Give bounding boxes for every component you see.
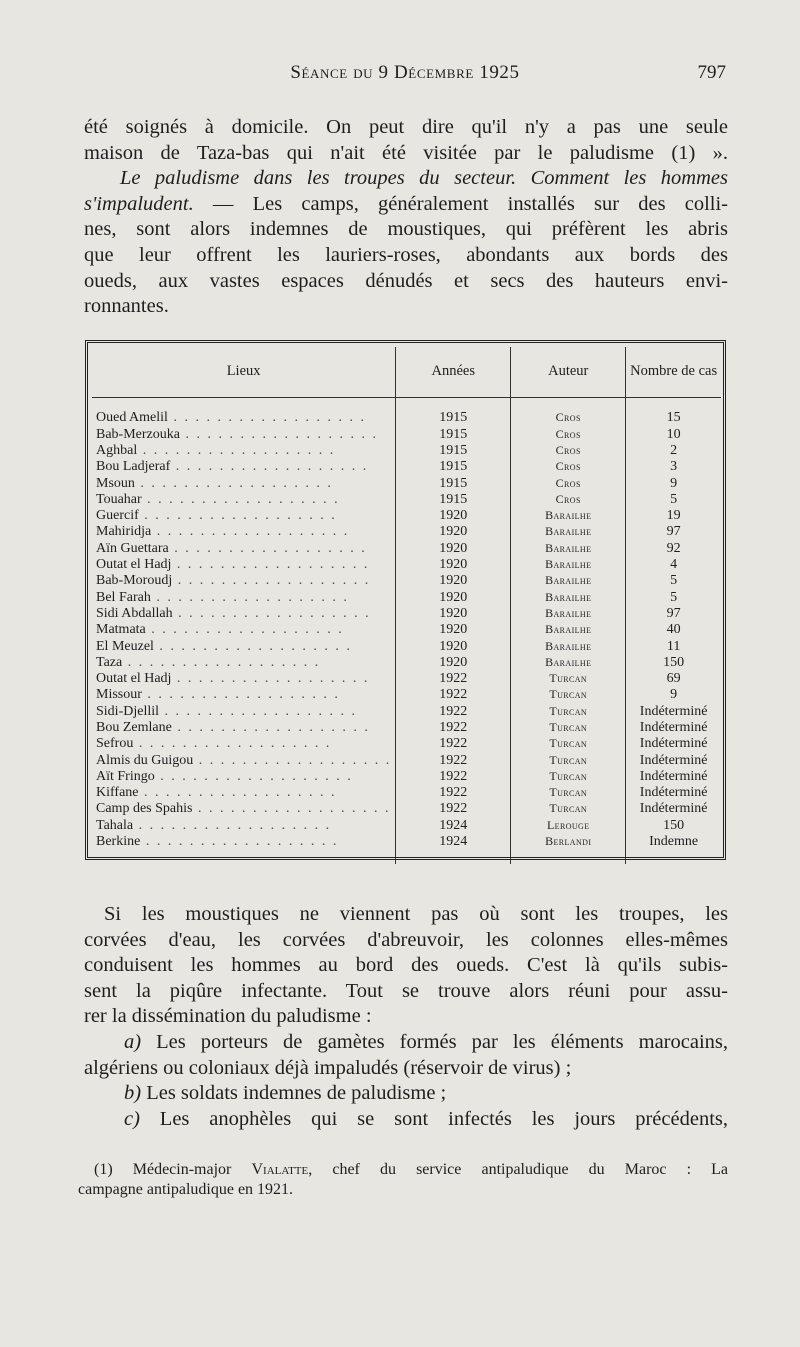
cell-lieu (92, 752, 396, 768)
table-row (92, 443, 721, 459)
cell-annee: 1915 (396, 426, 511, 442)
place-name: Outat el Hadj (96, 557, 172, 573)
table-row (92, 426, 721, 442)
table-row (92, 540, 721, 556)
column-header-auteur: Auteur (511, 347, 626, 398)
dot-leader: . . . . . . . . . . . . . . . . . . (141, 687, 340, 703)
cell-lieu (92, 606, 396, 622)
dot-leader: . . . . . . . . . . . . . . . . . . (138, 785, 337, 801)
cases-table-frame (85, 340, 726, 860)
cell-auteur: Barailhe (511, 638, 626, 654)
text-line: Si les moustiques ne viennent pas où sont les troupes, les (104, 903, 728, 925)
cell-nombre: 15 (666, 410, 681, 426)
cell-auteur: Lerouge (511, 817, 626, 833)
cell-annee: 1922 (396, 769, 511, 785)
place-name: Sefrou (96, 736, 134, 752)
cell-lieu (92, 785, 396, 801)
dot-leader: . . . . . . . . . . . . . . . . . . (141, 491, 340, 507)
dot-leader: . . . . . . . . . . . . . . . . . . (179, 426, 378, 442)
cell-nombre: Indemne (649, 834, 699, 850)
cell-nombre: 2 (670, 442, 678, 458)
footnote-author: Vialatte (251, 1161, 309, 1178)
cell-lieu (92, 589, 396, 605)
dot-leader: . . . . . . . . . . . . . . . . . . (168, 540, 367, 556)
place-name: Camp des Spahis (96, 801, 193, 817)
dot-leader: . . . . . . . . . . . . . . . . . . (154, 768, 353, 784)
cell-annee: 1915 (396, 410, 511, 426)
place-name: Almis du Guigou (96, 752, 194, 768)
footnote-prefix: (1) Médecin-major (94, 1161, 252, 1178)
table-row (92, 752, 721, 768)
place-name: Missour (96, 687, 142, 703)
dot-leader: . . . . . . . . . . . . . . . . . . (193, 752, 392, 768)
cell-annee: 1924 (396, 817, 511, 833)
dot-leader: . . . . . . . . . . . . . . . . . . (171, 557, 370, 573)
dot-leader: . . . . . . . . . . . . . . . . . . (133, 736, 332, 752)
cell-nombre: Indéterminé (639, 801, 708, 817)
cell-auteur: Cros (511, 410, 626, 426)
column-header-lieux: Lieux (92, 347, 396, 398)
dot-leader: . . . . . . . . . . . . . . . . . . (133, 817, 332, 833)
table-row (92, 475, 721, 491)
table-row (92, 491, 721, 507)
footnote-line: campagne antipaludique en 1921. (78, 1181, 294, 1198)
cell-lieu (92, 426, 396, 442)
cell-lieu (92, 817, 396, 833)
cell-auteur: Barailhe (511, 589, 626, 605)
table-row (92, 508, 721, 524)
table-row (92, 769, 721, 785)
cell-auteur: Turcan (511, 687, 626, 703)
place-name: Outat el Hadj (96, 671, 172, 687)
dot-leader: . . . . . . . . . . . . . . . . . . (167, 410, 366, 426)
place-name: Aïn Guettara (96, 540, 169, 556)
place-name: Taza (96, 654, 123, 670)
cell-lieu (92, 573, 396, 589)
place-name: Matmata (96, 622, 146, 638)
table-row (92, 638, 721, 654)
cell-lieu (92, 687, 396, 703)
footnote-suffix: , chef du service antipaludique du Maroc : La (308, 1161, 729, 1178)
running-header (80, 62, 730, 92)
item-text: Les porteurs de gamètes formés par les éléments marocains, (141, 1030, 728, 1053)
dot-leader: . . . . . . . . . . . . . . . . . . (145, 622, 344, 638)
cell-annee: 1915 (396, 475, 511, 491)
table-row (92, 459, 721, 475)
cell-lieu (92, 720, 396, 736)
text-line: oueds, aux vastes espaces dénudés et secs des hauteurs envi- (84, 269, 728, 292)
cell-lieu (92, 540, 396, 556)
item-text: Les soldats indemnes de paludisme ; (141, 1082, 447, 1105)
cell-lieu (92, 508, 396, 524)
cell-annee: 1915 (396, 443, 511, 459)
place-name: Bab-Moroudj (96, 573, 173, 589)
cell-lieu (92, 410, 396, 426)
dot-leader: . . . . . . . . . . . . . . . . . . (171, 719, 370, 735)
dot-leader: . . . . . . . . . . . . . . . . . . (137, 442, 336, 458)
cell-nombre: 92 (666, 540, 681, 556)
table-row (92, 606, 721, 622)
cell-auteur: Barailhe (511, 573, 626, 589)
place-name: Berkine (96, 834, 141, 850)
cell-auteur: Cros (511, 443, 626, 459)
cell-annee: 1920 (396, 508, 511, 524)
list-item-b (84, 1081, 728, 1107)
table-header-row (92, 347, 721, 398)
cell-nombre: Indéterminé (639, 736, 708, 752)
place-name: Sidi Abdallah (96, 605, 173, 621)
cell-nombre: 97 (666, 524, 681, 540)
cell-auteur: Barailhe (511, 557, 626, 573)
place-name: Kiffane (96, 785, 139, 801)
cell-nombre: 19 (666, 508, 681, 524)
cell-auteur: Turcan (511, 785, 626, 801)
place-name: Bou Zemlane (96, 719, 172, 735)
table-row (92, 557, 721, 573)
place-name: El Meuzel (96, 638, 154, 654)
text-line: rer la dissémination du paludisme : (84, 1005, 372, 1028)
cell-annee: 1920 (396, 638, 511, 654)
cell-lieu (92, 654, 396, 670)
cell-auteur: Barailhe (511, 524, 626, 540)
place-name: Oued Amelil (96, 410, 168, 426)
cell-annee: 1915 (396, 491, 511, 507)
text-line: sent la piqûre infectante. Tout se trouve alors réuni pour assu- (84, 979, 728, 1002)
cell-lieu (92, 557, 396, 573)
cell-nombre: 69 (666, 671, 681, 687)
cell-auteur: Barailhe (511, 508, 626, 524)
table-row (92, 524, 721, 540)
cell-nombre: 9 (670, 687, 678, 703)
text-line: nes, sont alors indemnes de moustiques, qui préfèrent les abris (84, 218, 728, 241)
text-line: ronnantes. (84, 295, 169, 318)
cell-nombre: 40 (666, 622, 681, 638)
cell-nombre: 5 (670, 573, 678, 589)
item-label: c) (124, 1107, 140, 1130)
text-line: été soignés à domicile. On peut dire qu'il n'y a pas une seule (84, 116, 728, 138)
cell-annee: 1922 (396, 736, 511, 752)
cell-annee: 1920 (396, 622, 511, 638)
cell-auteur: Barailhe (511, 540, 626, 556)
cell-lieu (92, 443, 396, 459)
cell-auteur: Cros (511, 475, 626, 491)
cell-lieu (92, 801, 396, 817)
cell-nombre: 97 (666, 605, 681, 621)
text-line: que leur offrent les lauriers-roses, abondants aux bords des (84, 243, 728, 266)
body-paragraph (84, 902, 728, 1132)
cell-annee: 1922 (396, 785, 511, 801)
dot-leader: . . . . . . . . . . . . . . . . . . (172, 605, 371, 621)
cell-nombre: 10 (666, 426, 681, 442)
cell-auteur: Turcan (511, 769, 626, 785)
place-name: Sidi-Djellil (96, 703, 159, 719)
item-text: Les anophèles qui se sont infectés les jours précédents, (139, 1107, 728, 1130)
footnote-line (78, 1160, 728, 1180)
cell-annee: 1920 (396, 557, 511, 573)
place-name: Guercif (96, 508, 139, 524)
table-row (92, 703, 721, 719)
cell-auteur: Barailhe (511, 622, 626, 638)
cell-lieu (92, 703, 396, 719)
dot-leader: . . . . . . . . . . . . . . . . . . (172, 573, 371, 589)
table-row (92, 785, 721, 801)
dot-leader: . . . . . . . . . . . . . . . . . . (171, 671, 370, 687)
cell-annee: 1920 (396, 573, 511, 589)
column-header-nombre: Nombre de cas (626, 347, 721, 398)
cell-auteur: Turcan (511, 720, 626, 736)
dot-leader: . . . . . . . . . . . . . . . . . . (192, 801, 391, 817)
cell-auteur: Cros (511, 491, 626, 507)
cell-annee: 1920 (396, 540, 511, 556)
place-name: Bel Farah (96, 589, 151, 605)
place-name: Bou Ladjeraf (96, 459, 171, 475)
page-number: 797 (697, 62, 726, 83)
cell-annee: 1922 (396, 671, 511, 687)
cell-lieu (92, 491, 396, 507)
list-item-c (84, 1107, 728, 1133)
cell-annee: 1920 (396, 589, 511, 605)
table-row (92, 687, 721, 703)
cell-annee: 1920 (396, 524, 511, 540)
cell-nombre: Indéterminé (639, 719, 708, 735)
cell-annee: 1922 (396, 687, 511, 703)
cell-auteur: Barailhe (511, 654, 626, 670)
dot-leader: . . . . . . . . . . . . . . . . . . (122, 654, 321, 670)
cell-auteur: Berlandi (511, 834, 626, 850)
cell-nombre: 3 (670, 459, 678, 475)
cell-auteur: Cros (511, 459, 626, 475)
cell-auteur: Turcan (511, 736, 626, 752)
cell-nombre: 5 (670, 589, 678, 605)
cell-auteur: Turcan (511, 671, 626, 687)
text-line: corvées d'eau, les corvées d'abreuvoir, les colonnes elles-mêmes (84, 928, 728, 951)
cell-annee: 1922 (396, 801, 511, 817)
cell-auteur: Turcan (511, 801, 626, 817)
item-label: a) (124, 1030, 142, 1053)
cell-nombre: 9 (670, 475, 678, 491)
intro-paragraph (84, 115, 728, 320)
place-name: Aït Fringo (96, 768, 155, 784)
dot-leader: . . . . . . . . . . . . . . . . . . (140, 834, 339, 850)
dot-leader: . . . . . . . . . . . . . . . . . . (170, 459, 369, 475)
cell-lieu (92, 769, 396, 785)
table-row (92, 410, 721, 426)
table-row (92, 720, 721, 736)
italic-heading-end: s'impaludent. (84, 192, 194, 215)
cell-annee: 1922 (396, 703, 511, 719)
text-line: algériens ou coloniaux déjà impaludés (réservoir de virus) ; (84, 1056, 572, 1079)
cases-table (92, 347, 721, 864)
table-row (92, 622, 721, 638)
dot-leader: . . . . . . . . . . . . . . . . . . (153, 638, 352, 654)
cell-nombre: Indéterminé (639, 703, 708, 719)
italic-heading-line: Le paludisme dans les troupes du secteur. Comment les hommes (120, 167, 728, 190)
dot-leader: . . . . . . . . . . . . . . . . . . (138, 508, 337, 524)
cell-lieu (92, 459, 396, 475)
cell-lieu (92, 475, 396, 491)
item-label: b) (124, 1082, 142, 1105)
cell-nombre: 4 (670, 557, 678, 573)
text-line: maison de Taza-bas qui n'ait été visitée par le paludisme (1) ». (84, 141, 728, 164)
list-item-a (84, 1030, 728, 1056)
table-row (92, 589, 721, 605)
cell-nombre: 150 (663, 654, 685, 670)
table-row (92, 736, 721, 752)
cell-lieu (92, 736, 396, 752)
cell-annee: 1922 (396, 752, 511, 768)
text-fragment: — Les camps, généralement installés sur des colli- (193, 192, 728, 215)
text-line (84, 192, 728, 218)
table-row (92, 671, 721, 687)
cell-nombre: Indéterminé (639, 785, 708, 801)
cell-nombre: 5 (670, 491, 678, 507)
cell-nombre: 150 (663, 817, 685, 833)
table-body (92, 398, 721, 865)
cell-nombre: Indéterminé (639, 768, 708, 784)
place-name: Touahar (96, 491, 142, 507)
column-header-annees: Années (396, 347, 511, 398)
table-row (92, 801, 721, 817)
cell-lieu (92, 524, 396, 540)
dot-leader: . . . . . . . . . . . . . . . . . . (150, 589, 349, 605)
table-row (92, 654, 721, 670)
cell-auteur: Turcan (511, 752, 626, 768)
text-line: conduisent les hommes au bord des oueds. C'est là qu'ils subis- (84, 954, 728, 977)
cell-annee: 1920 (396, 654, 511, 670)
dot-leader: . . . . . . . . . . . . . . . . . . (134, 475, 333, 491)
cell-lieu (92, 638, 396, 654)
cell-lieu (92, 834, 396, 850)
cell-annee: 1920 (396, 606, 511, 622)
place-name: Msoun (96, 475, 135, 491)
cell-auteur: Cros (511, 426, 626, 442)
cell-auteur: Barailhe (511, 606, 626, 622)
table-row (92, 834, 721, 850)
table-row (92, 573, 721, 589)
cell-lieu (92, 671, 396, 687)
place-name: Aghbal (96, 442, 138, 458)
footnote (78, 1160, 728, 1200)
cell-annee: 1924 (396, 834, 511, 850)
cell-annee: 1922 (396, 720, 511, 736)
cell-nombre: Indéterminé (639, 752, 708, 768)
cell-lieu (92, 622, 396, 638)
place-name: Tahala (96, 817, 134, 833)
place-name: Mahiridja (96, 524, 152, 540)
cell-nombre: 11 (666, 638, 681, 654)
cell-annee: 1915 (396, 459, 511, 475)
cell-auteur: Turcan (511, 703, 626, 719)
place-name: Bab-Merzouka (96, 426, 180, 442)
dot-leader: . . . . . . . . . . . . . . . . . . (159, 703, 357, 719)
dot-leader: . . . . . . . . . . . . . . . . . . (151, 524, 350, 540)
header-title: Séance du 9 Décembre 1925 (290, 62, 520, 83)
table-row (92, 817, 721, 833)
